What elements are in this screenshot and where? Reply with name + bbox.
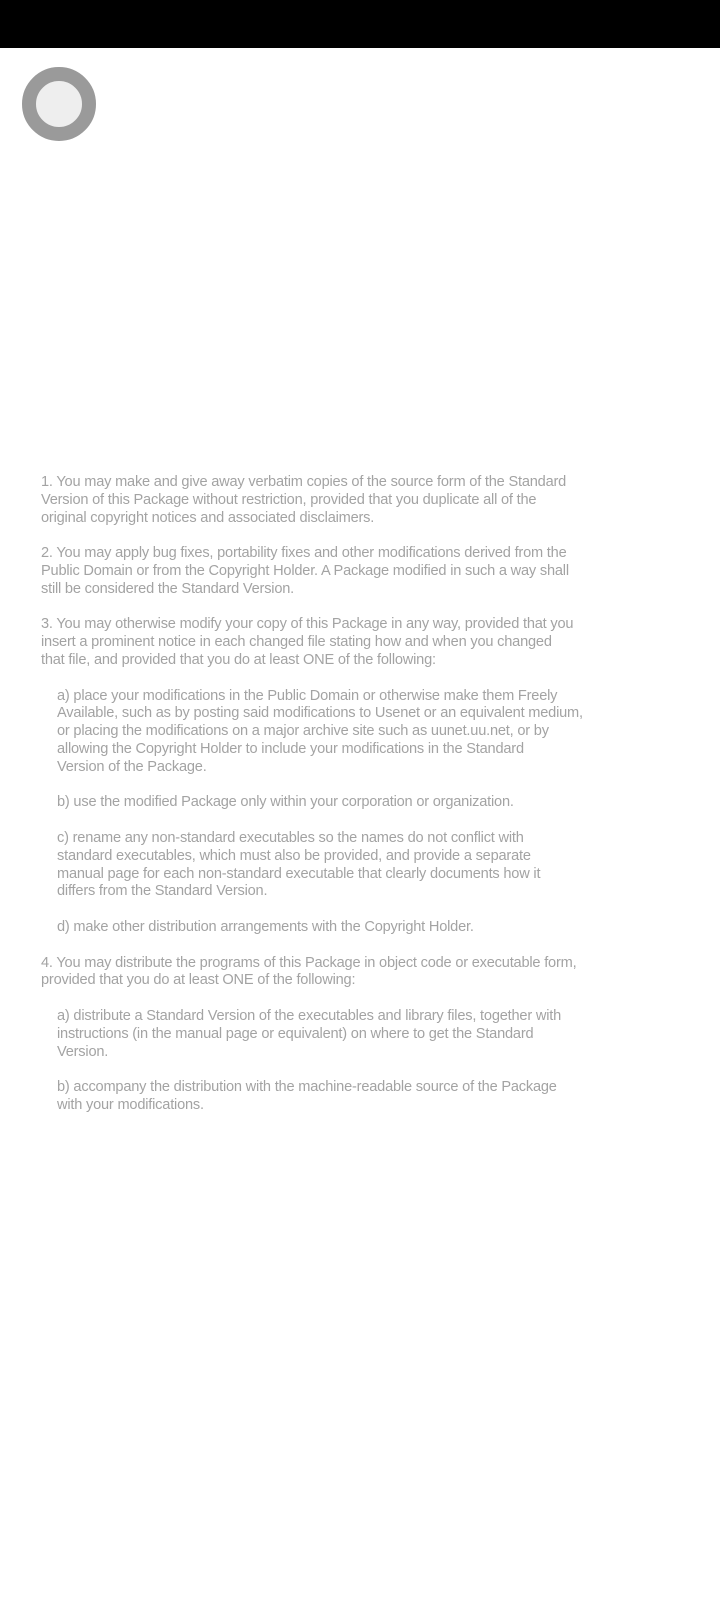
license-clause-4a: a) distribute a Standard Version of the executables and library files, together with instructions (in the manual page or equivalent) on where to get the Standard Version. — [57, 1007, 562, 1060]
status-bar — [0, 0, 720, 48]
loading-ring-icon — [22, 67, 96, 141]
license-clause-3b: b) use the modified Package only within your corporation or organization. — [57, 794, 514, 811]
license-text — [41, 474, 681, 1132]
license-clause-2: 2. You may apply bug fixes, portability fixes and other modifications derived from the Public Domain or from the Copyright Holder. A Package modified in such a way shall still be considered the Standard Version. — [41, 545, 569, 597]
license-clause-3: 3. You may otherwise modify your copy of this Package in any way, provided that you insert a prominent notice in each changed file stating how and when you changed that file, and provided that you do at least ONE of the following: — [41, 616, 574, 668]
license-clause-3c: c) rename any non-standard executables so the names do not conflict with standard executables, which must also be provided, and provide a separate manual page for each non-standard executable that clearly documents how it differs from the Standard Version. — [57, 829, 541, 900]
license-clause-4: 4. You may distribute the programs of this Package in object code or executable form, provided that you do at least ONE of the following: — [41, 954, 577, 989]
license-clause-3a: a) place your modifications in the Public Domain or otherwise make them Freely Available, such as by posting said modifications to Usenet or an equivalent medium, or placing the modifications on a major archive site such as uunet.uu.net, or by allowing the Copyright Holder to include your modifications in the Standard Version of the Package. — [57, 687, 583, 775]
license-clause-1: 1. You may make and give away verbatim copies of the source form of the Standard Version of this Package without restriction, provided that you duplicate all of the original copyright notices and associated disclaimers. — [41, 474, 567, 526]
license-clause-4b: b) accompany the distribution with the machine-readable source of the Package with your modifications. — [57, 1079, 557, 1113]
license-clause-3d: d) make other distribution arrangements with the Copyright Holder. — [57, 918, 474, 935]
